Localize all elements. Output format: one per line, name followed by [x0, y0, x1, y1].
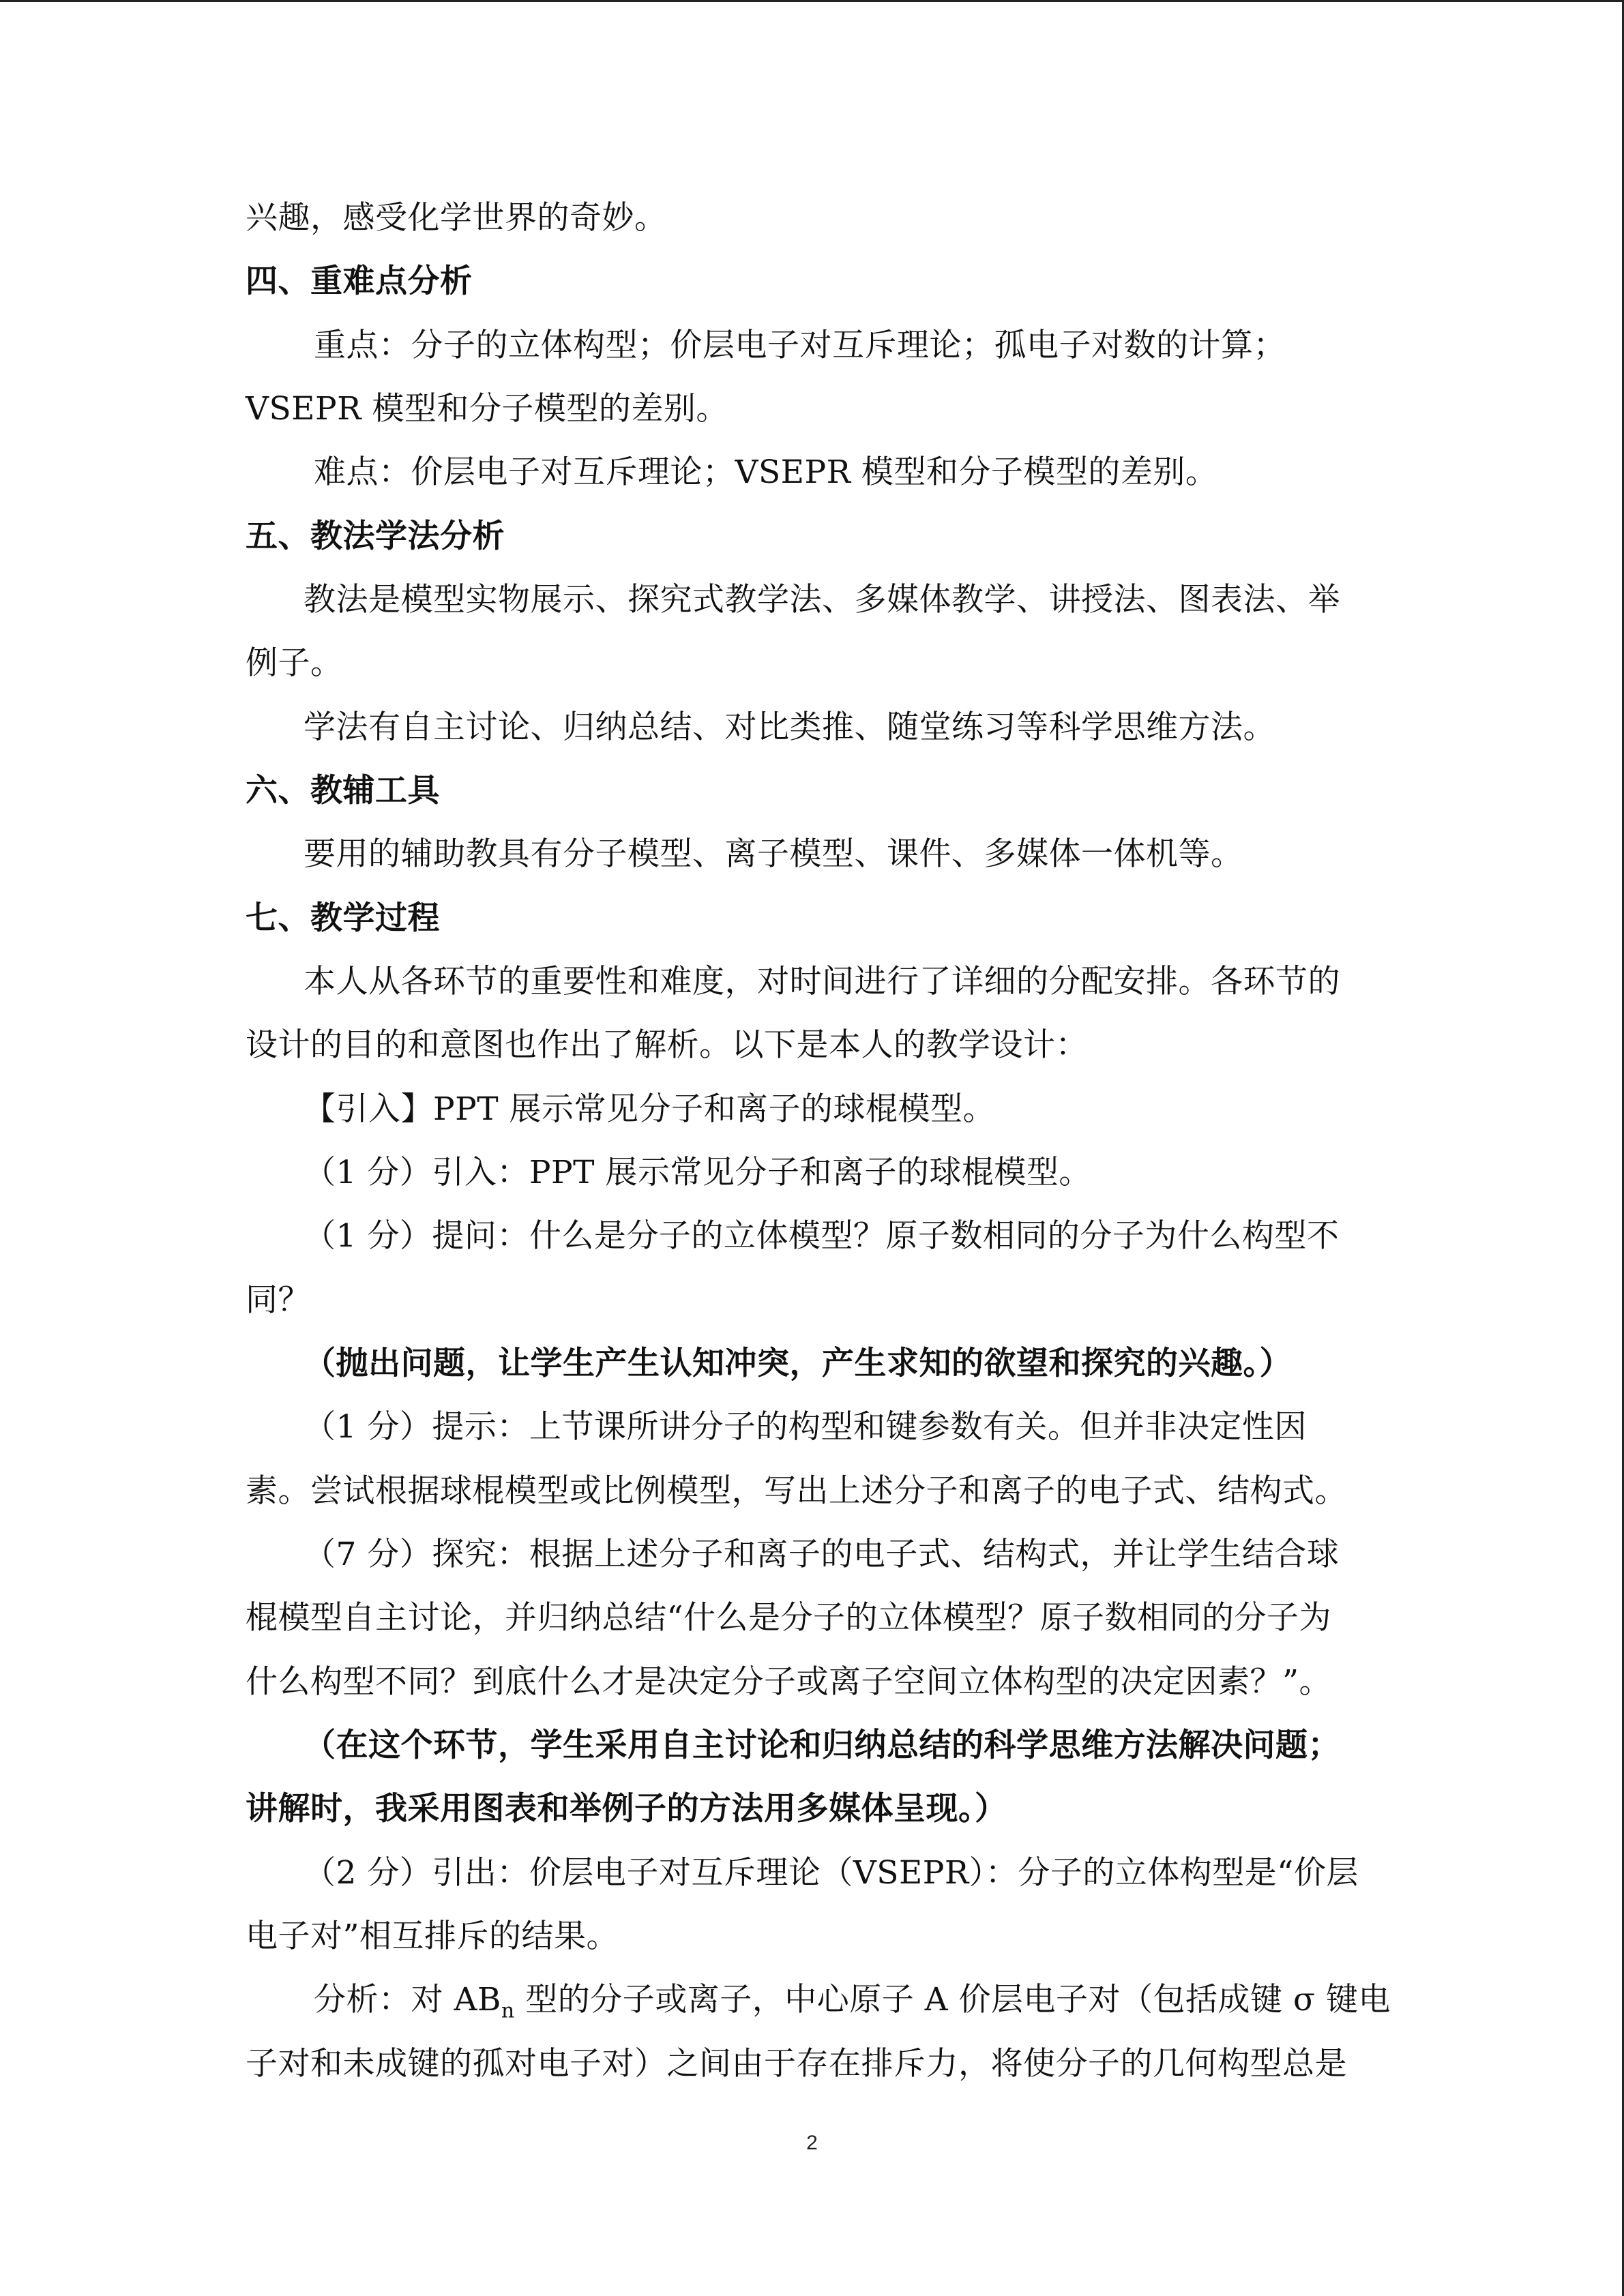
paragraph-line: 难点：价层电子对互斥理论；VSEPR 模型和分子模型的差别。: [314, 453, 1218, 491]
paragraph-line: 电子对”相互排斥的结果。: [246, 1918, 619, 1955]
paragraph-line: （7 分）探究：根据上述分子和离子的电子式、结构式，并让学生结合球: [304, 1536, 1340, 1573]
paragraph-line: 素。尝试根据球棍模型或比例模型，写出上述分子和离子的电子式、结构式。: [246, 1472, 1347, 1510]
emphasis-line: （在这个环节，学生采用自主讨论和归纳总结的科学思维方法解决问题；: [304, 1727, 1340, 1764]
analysis-prefix: 分析：对 AB: [314, 1981, 501, 2018]
emphasis-line: （抛出问题，让学生产生认知冲突，产生求知的欲望和探究的兴趣。）: [304, 1345, 1292, 1382]
paragraph-line: 教法是模型实物展示、探究式教学法、多媒体教学、讲授法、图表法、举: [304, 581, 1340, 618]
paragraph-line: （1 分）提问：什么是分子的立体模型？原子数相同的分子为什么构型不: [304, 1217, 1340, 1255]
section-heading-key-points: 四、重难点分析: [246, 263, 473, 300]
paragraph-line: 子对和未成键的孤对电子对）之间由于存在排斥力，将使分子的几何构型总是: [246, 2045, 1347, 2083]
page-number: 2: [806, 2132, 818, 2154]
paragraph-line: 重点：分子的立体构型；价层电子对互斥理论；孤电子对数的计算；: [314, 327, 1286, 364]
paragraph-line: 什么构型不同？到底什么才是决定分子或离子空间立体构型的决定因素？”。: [246, 1663, 1332, 1701]
paragraph-line: VSEPR 模型和分子模型的差别。: [246, 390, 728, 428]
section-heading-methods: 五、教法学法分析: [246, 518, 505, 555]
page-border-top: [0, 0, 1624, 2]
paragraph-line: 同？: [246, 1281, 310, 1319]
section-heading-process: 七、教学过程: [246, 899, 440, 937]
paragraph-line: 要用的辅助教具有分子模型、离子模型、课件、多媒体一体机等。: [304, 835, 1243, 873]
emphasis-line: 讲解时，我采用图表和举例子的方法用多媒体呈现。）: [246, 1790, 1007, 1828]
paragraph-line: （2 分）引出：价层电子对互斥理论（VSEPR）：分子的立体构型是“价层: [304, 1854, 1359, 1892]
paragraph-line: [314, 1980, 1446, 2031]
subscript-n: n: [501, 1999, 515, 2023]
paragraph-line: 【引入】PPT 展示常见分子和离子的球棍模型。: [304, 1090, 996, 1128]
section-heading-tools: 六、教辅工具: [246, 772, 440, 809]
paragraph-line: 本人从各环节的重要性和难度，对时间进行了详细的分配安排。各环节的: [304, 963, 1340, 1000]
paragraph-line: 学法有自主讨论、归纳总结、对比类推、随堂练习等科学思维方法。: [304, 709, 1275, 746]
paragraph-line: 棍模型自主讨论，并归纳总结“什么是分子的立体模型？原子数相同的分子为: [246, 1599, 1332, 1637]
paragraph-line: 例子。: [246, 644, 343, 682]
paragraph-line: 设计的目的和意图也作出了解析。以下是本人的教学设计：: [246, 1026, 1088, 1064]
paragraph-line: （1 分）提示：上节课所讲分子的构型和键参数有关。但并非决定性因: [304, 1408, 1307, 1446]
analysis-text: 型的分子或离子，中心原子 A 价层电子对（包括成键 σ 键电: [514, 1981, 1391, 2018]
paragraph-line: 兴趣，感受化学世界的奇妙。: [246, 199, 667, 237]
paragraph-line: （1 分）引入：PPT 展示常见分子和离子的球棍模型。: [304, 1154, 1091, 1191]
